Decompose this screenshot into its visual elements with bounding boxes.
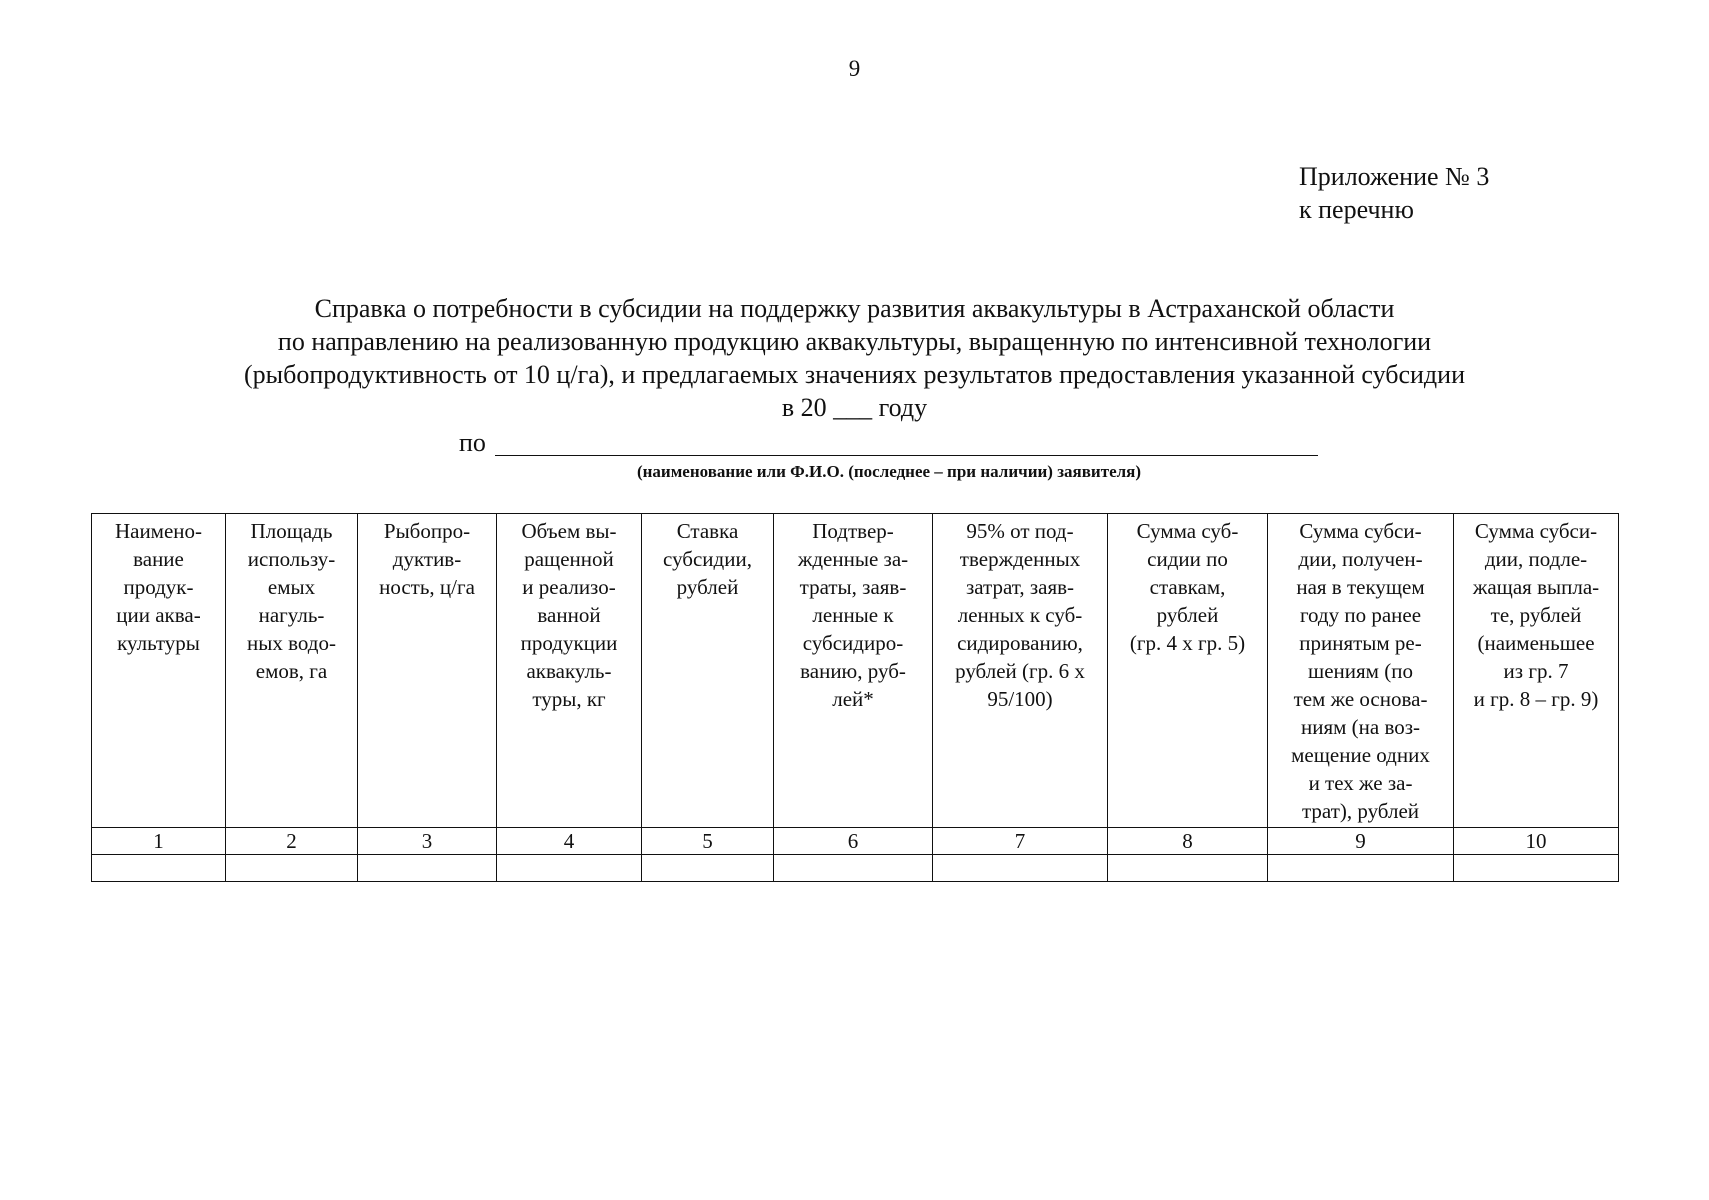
column-header-6 [774,514,933,828]
column-header-line: ции аква- [116,603,201,627]
table-input-cell[interactable] [774,855,933,882]
title-line-2: по направлению на реализованную продукцию аквакультуры, выращенную по интенсивной технологии [277,327,1432,356]
column-header-line: (наименьшее [1477,631,1595,655]
column-header-10 [1454,514,1619,828]
column-header-line: 95/100) [987,687,1053,711]
column-header-line: ных водо- [247,631,336,655]
column-header-line: (гр. 4 х гр. 5) [1129,631,1246,655]
column-number-cell: 10 [1454,828,1619,855]
column-header-line: лей* [832,687,874,711]
column-header-line: туры, кг [532,687,606,711]
column-number-cell: 1 [92,828,226,855]
column-header-line: трат), рублей [1301,799,1420,823]
column-header-line: мещение одних [1291,743,1430,767]
column-header-8 [1108,514,1268,828]
title-line-4: в 20 ___ году [781,393,928,422]
column-header-line: субсидиро- [802,631,904,655]
column-header-line: Наимено- [114,519,203,543]
column-header-line: Сумма субси- [1299,519,1422,543]
table-input-cell[interactable] [226,855,358,882]
column-header-line: ниям (на воз- [1300,715,1421,739]
column-number-cell: 9 [1268,828,1454,855]
column-header-line: затрат, заяв- [965,575,1075,599]
column-header-line: нагуль- [258,603,325,627]
column-header-line: Площадь [250,519,333,543]
document-title [100,292,1609,424]
table-header-row [92,514,1619,828]
title-line-3: (рыбопродуктивность от 10 ц/га), и предлагаемых значениях результатов предоставления указанной субсидии [244,360,1465,389]
column-header-line: дии, подле- [1484,547,1588,571]
column-header-line: ставкам, [1149,575,1226,599]
column-header-line: тем же основа- [1293,687,1428,711]
column-header-line: Рыбопро- [383,519,471,543]
column-header-line: сидированию, [957,631,1083,655]
column-header-line: дии, получен- [1298,547,1423,571]
column-header-line: Сумма субси- [1474,519,1598,543]
column-header-line: культуры [117,631,200,655]
column-header-9 [1268,514,1454,828]
table-input-cell[interactable] [358,855,497,882]
column-header-line: Подтвер- [812,519,894,543]
column-number-row [92,828,1619,855]
column-header-line: продук- [123,575,194,599]
column-number-cell: 7 [933,828,1108,855]
column-header-line: дуктив- [392,547,462,571]
column-header-line: рублей [1156,603,1219,627]
column-number-cell: 8 [1108,828,1268,855]
column-header-line: из гр. 7 [1503,659,1569,683]
column-header-line: ванной [537,603,601,627]
appendix-line-1: Приложение № 3 [1299,162,1490,191]
column-number-cell: 4 [497,828,642,855]
column-header-line: жденные за- [797,547,909,571]
appendix-line-2: к перечню [1299,195,1414,224]
column-header-1 [92,514,226,828]
column-header-line: использу- [247,547,336,571]
column-number-cell: 2 [226,828,358,855]
column-header-line: ность, ц/га [379,575,475,599]
table-input-cell[interactable] [933,855,1108,882]
column-number-cell: 6 [774,828,933,855]
column-header-line: емых [267,575,316,599]
column-number-cell: 3 [358,828,497,855]
table-input-cell[interactable] [642,855,774,882]
column-header-line: жащая выпла- [1472,575,1600,599]
column-header-line: рублей (гр. 6 х [955,659,1085,683]
column-header-line: ванию, руб- [800,659,906,683]
column-header-line: 95% от под- [966,519,1074,543]
column-header-line: и гр. 8 – гр. 9) [1473,687,1599,711]
table-input-cell[interactable] [92,855,226,882]
column-header-line: продукции [520,631,618,655]
column-number-cell: 5 [642,828,774,855]
appendix-reference [1299,160,1489,226]
empty-data-row [92,855,1619,882]
column-header-line: ращенной [524,547,614,571]
table-input-cell[interactable] [1268,855,1454,882]
column-header-7 [933,514,1108,828]
column-header-line: и тех же за- [1308,771,1413,795]
column-header-line: ленных к суб- [957,603,1083,627]
column-header-line: те, рублей [1490,603,1582,627]
applicant-line [459,428,1319,462]
column-header-line: аквакуль- [526,659,612,683]
column-header-line: ная в текущем [1296,575,1425,599]
subsidy-table [91,513,1619,882]
column-header-5 [642,514,774,828]
applicant-prefix: по [459,428,486,457]
column-header-line: принятым ре- [1299,631,1422,655]
table-input-cell[interactable] [1454,855,1619,882]
column-header-line: сидии по [1147,547,1228,571]
table-input-cell[interactable] [497,855,642,882]
applicant-caption: (наименование или Ф.И.О. (последнее – при наличии) заявителя) [636,462,1142,481]
title-line-1: Справка о потребности в субсидии на поддержку развития аквакультуры в Астраханской области [314,294,1395,323]
column-header-line: субсидии, [663,547,752,571]
column-header-line: траты, заяв- [799,575,907,599]
column-header-line: и реализо- [522,575,616,599]
column-header-line: рублей [676,575,739,599]
column-header-4 [497,514,642,828]
column-header-3 [358,514,497,828]
column-header-line: Ставка [676,519,739,543]
page-number: 9 [848,56,861,81]
column-header-line: году по ранее [1299,603,1422,627]
column-header-line: твержденных [959,547,1081,571]
column-header-2 [226,514,358,828]
column-header-line: Объем вы- [521,519,617,543]
table-input-cell[interactable] [1108,855,1268,882]
column-header-line: вание [133,547,184,571]
column-header-line: шениям (по [1308,659,1413,683]
column-header-line: емов, га [255,659,328,683]
column-header-line: ленные к [812,603,894,627]
applicant-blank-field[interactable] [495,455,1318,456]
column-header-line: Сумма суб- [1136,519,1239,543]
